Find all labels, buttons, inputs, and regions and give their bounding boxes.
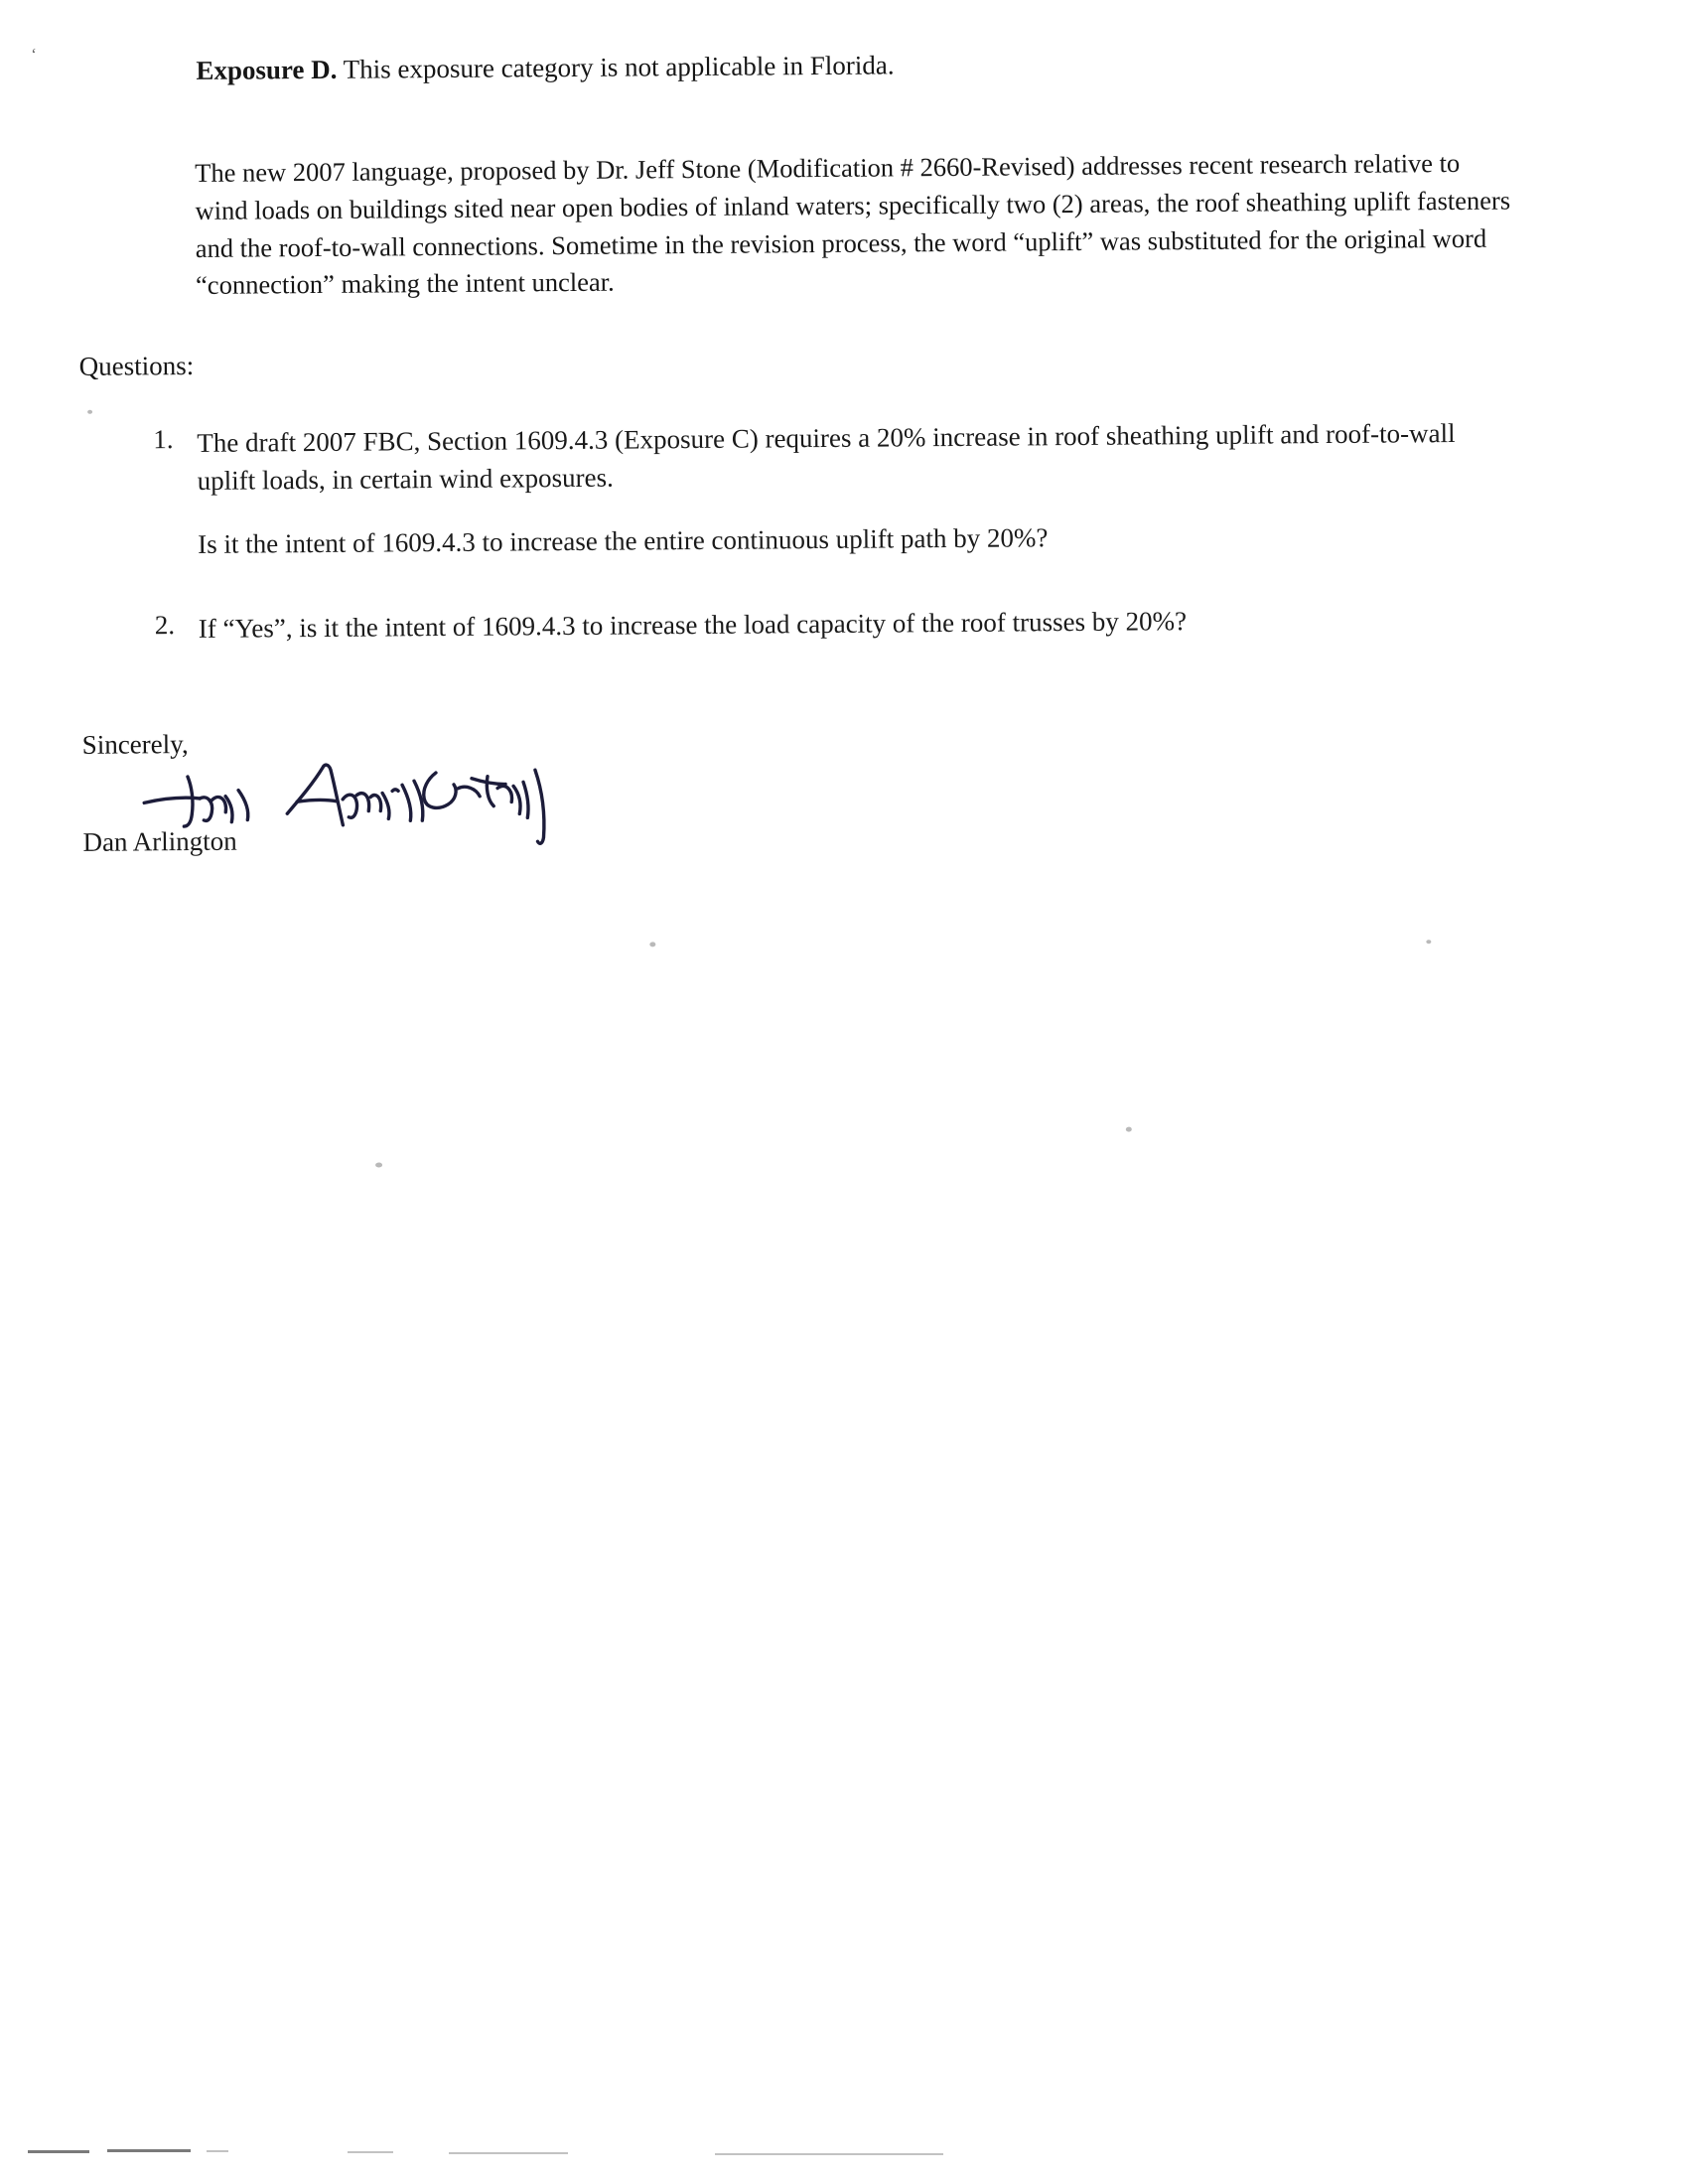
question-number: 2. <box>154 609 176 640</box>
scan-edge-mark <box>107 2149 191 2152</box>
exposure-d-paragraph <box>196 41 1566 89</box>
intro-paragraph: The new 2007 language, proposed by Dr. Jeff Stone (Modification # 2660-Revised) addresses recent research relative to wind loads on buildings sited near open bodies of inland waters; specifically two (2) areas, the roof sheathing uplift fasteners and the roof-to-wall connections. Sometime in the revision process, the word “uplift” was substituted for the original word “connection” making the intent unclear. <box>195 148 1511 301</box>
question-text: The draft 2007 FBC, Section 1609.4.3 (Exposure C) requires a 20% increase in roof sheathing uplift and roof-to-wall uplift loads, in certain wind exposures. <box>197 418 1456 497</box>
signer-name: Dan Arlington <box>82 825 237 858</box>
list-item <box>154 599 1509 648</box>
questions-label: Questions: <box>78 350 195 381</box>
scan-edge-mark <box>28 2150 89 2153</box>
closing-salutation: Sincerely, <box>81 728 189 760</box>
stray-mark-icon: ‘ <box>31 45 38 65</box>
scan-speck <box>375 1162 382 1167</box>
scan-edge-mark <box>348 2151 393 2153</box>
exposure-d-label: Exposure D. <box>196 54 338 85</box>
scan-speck <box>1126 1127 1132 1132</box>
scan-edge-mark <box>207 2150 228 2152</box>
document-body <box>76 23 1573 867</box>
scan-speck <box>649 942 655 946</box>
scan-edge-mark <box>715 2153 943 2155</box>
scan-edge-artifacts <box>0 2142 1688 2166</box>
questions-list <box>79 413 1571 649</box>
question-subtext: Is it the intent of 1609.4.3 to increase the entire continuous uplift path by 20%? <box>198 522 1049 559</box>
exposure-d-text: This exposure category is not applicable in Florida. <box>337 50 895 84</box>
question-number: 1. <box>153 424 174 455</box>
list-item <box>153 414 1508 564</box>
scan-speck <box>87 410 92 414</box>
scan-speck <box>1426 940 1431 944</box>
signature-block <box>82 752 1573 867</box>
scan-edge-mark <box>449 2152 568 2154</box>
question-text: If “Yes”, is it the intent of 1609.4.3 to increase the load capacity of the roof trusses by 20%? <box>198 605 1188 644</box>
